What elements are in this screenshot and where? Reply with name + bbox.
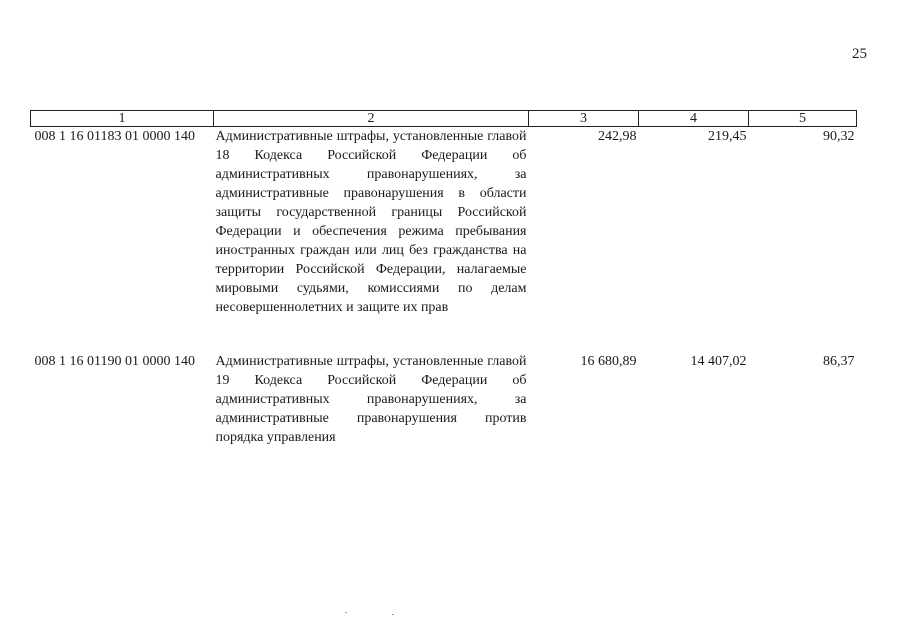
column-header-5: 5 [749, 111, 857, 127]
value-col3-cell: 242,98 [598, 129, 637, 144]
scan-speck [392, 614, 394, 615]
value-col4-cell: 14 407,02 [690, 354, 747, 369]
scan-speck [345, 612, 347, 613]
description-cell: Административные штрафы, установленные главой 19 Кодекса Российской Федерации об административных правонарушениях, за административные правонарушения против порядка управления [215, 354, 527, 445]
table-body [31, 127, 857, 453]
column-header-3: 3 [529, 111, 639, 127]
value-col3-cell: 16 680,89 [580, 354, 637, 369]
column-header-4: 4 [639, 111, 749, 127]
column-header-1: 1 [31, 111, 214, 127]
table-header [31, 111, 857, 127]
description-cell: Административные штрафы, установленные главой 18 Кодекса Российской Федерации об административных правонарушениях, за административные правонарушения в области защиты государственной границы Российской Федерации и обеспечения режима пребывания иностранных граждан или лиц без гражданства на территории Российской Федерации, налагаемые мировыми судьями, комиссиями по делам несовершеннолетних и защите их прав [215, 129, 527, 315]
table-row [31, 352, 857, 452]
budget-code-cell: 008 1 16 01183 01 0000 140 [34, 129, 195, 144]
value-col5-cell: 86,37 [823, 354, 855, 369]
budget-code-cell: 008 1 16 01190 01 0000 140 [34, 354, 195, 369]
column-header-2: 2 [214, 111, 529, 127]
table-row [31, 127, 857, 353]
value-col4-cell: 219,45 [708, 129, 747, 144]
value-col5-cell: 90,32 [823, 129, 855, 144]
page-number: 25 [852, 46, 867, 62]
budget-table [30, 110, 857, 452]
header-row [31, 111, 857, 127]
